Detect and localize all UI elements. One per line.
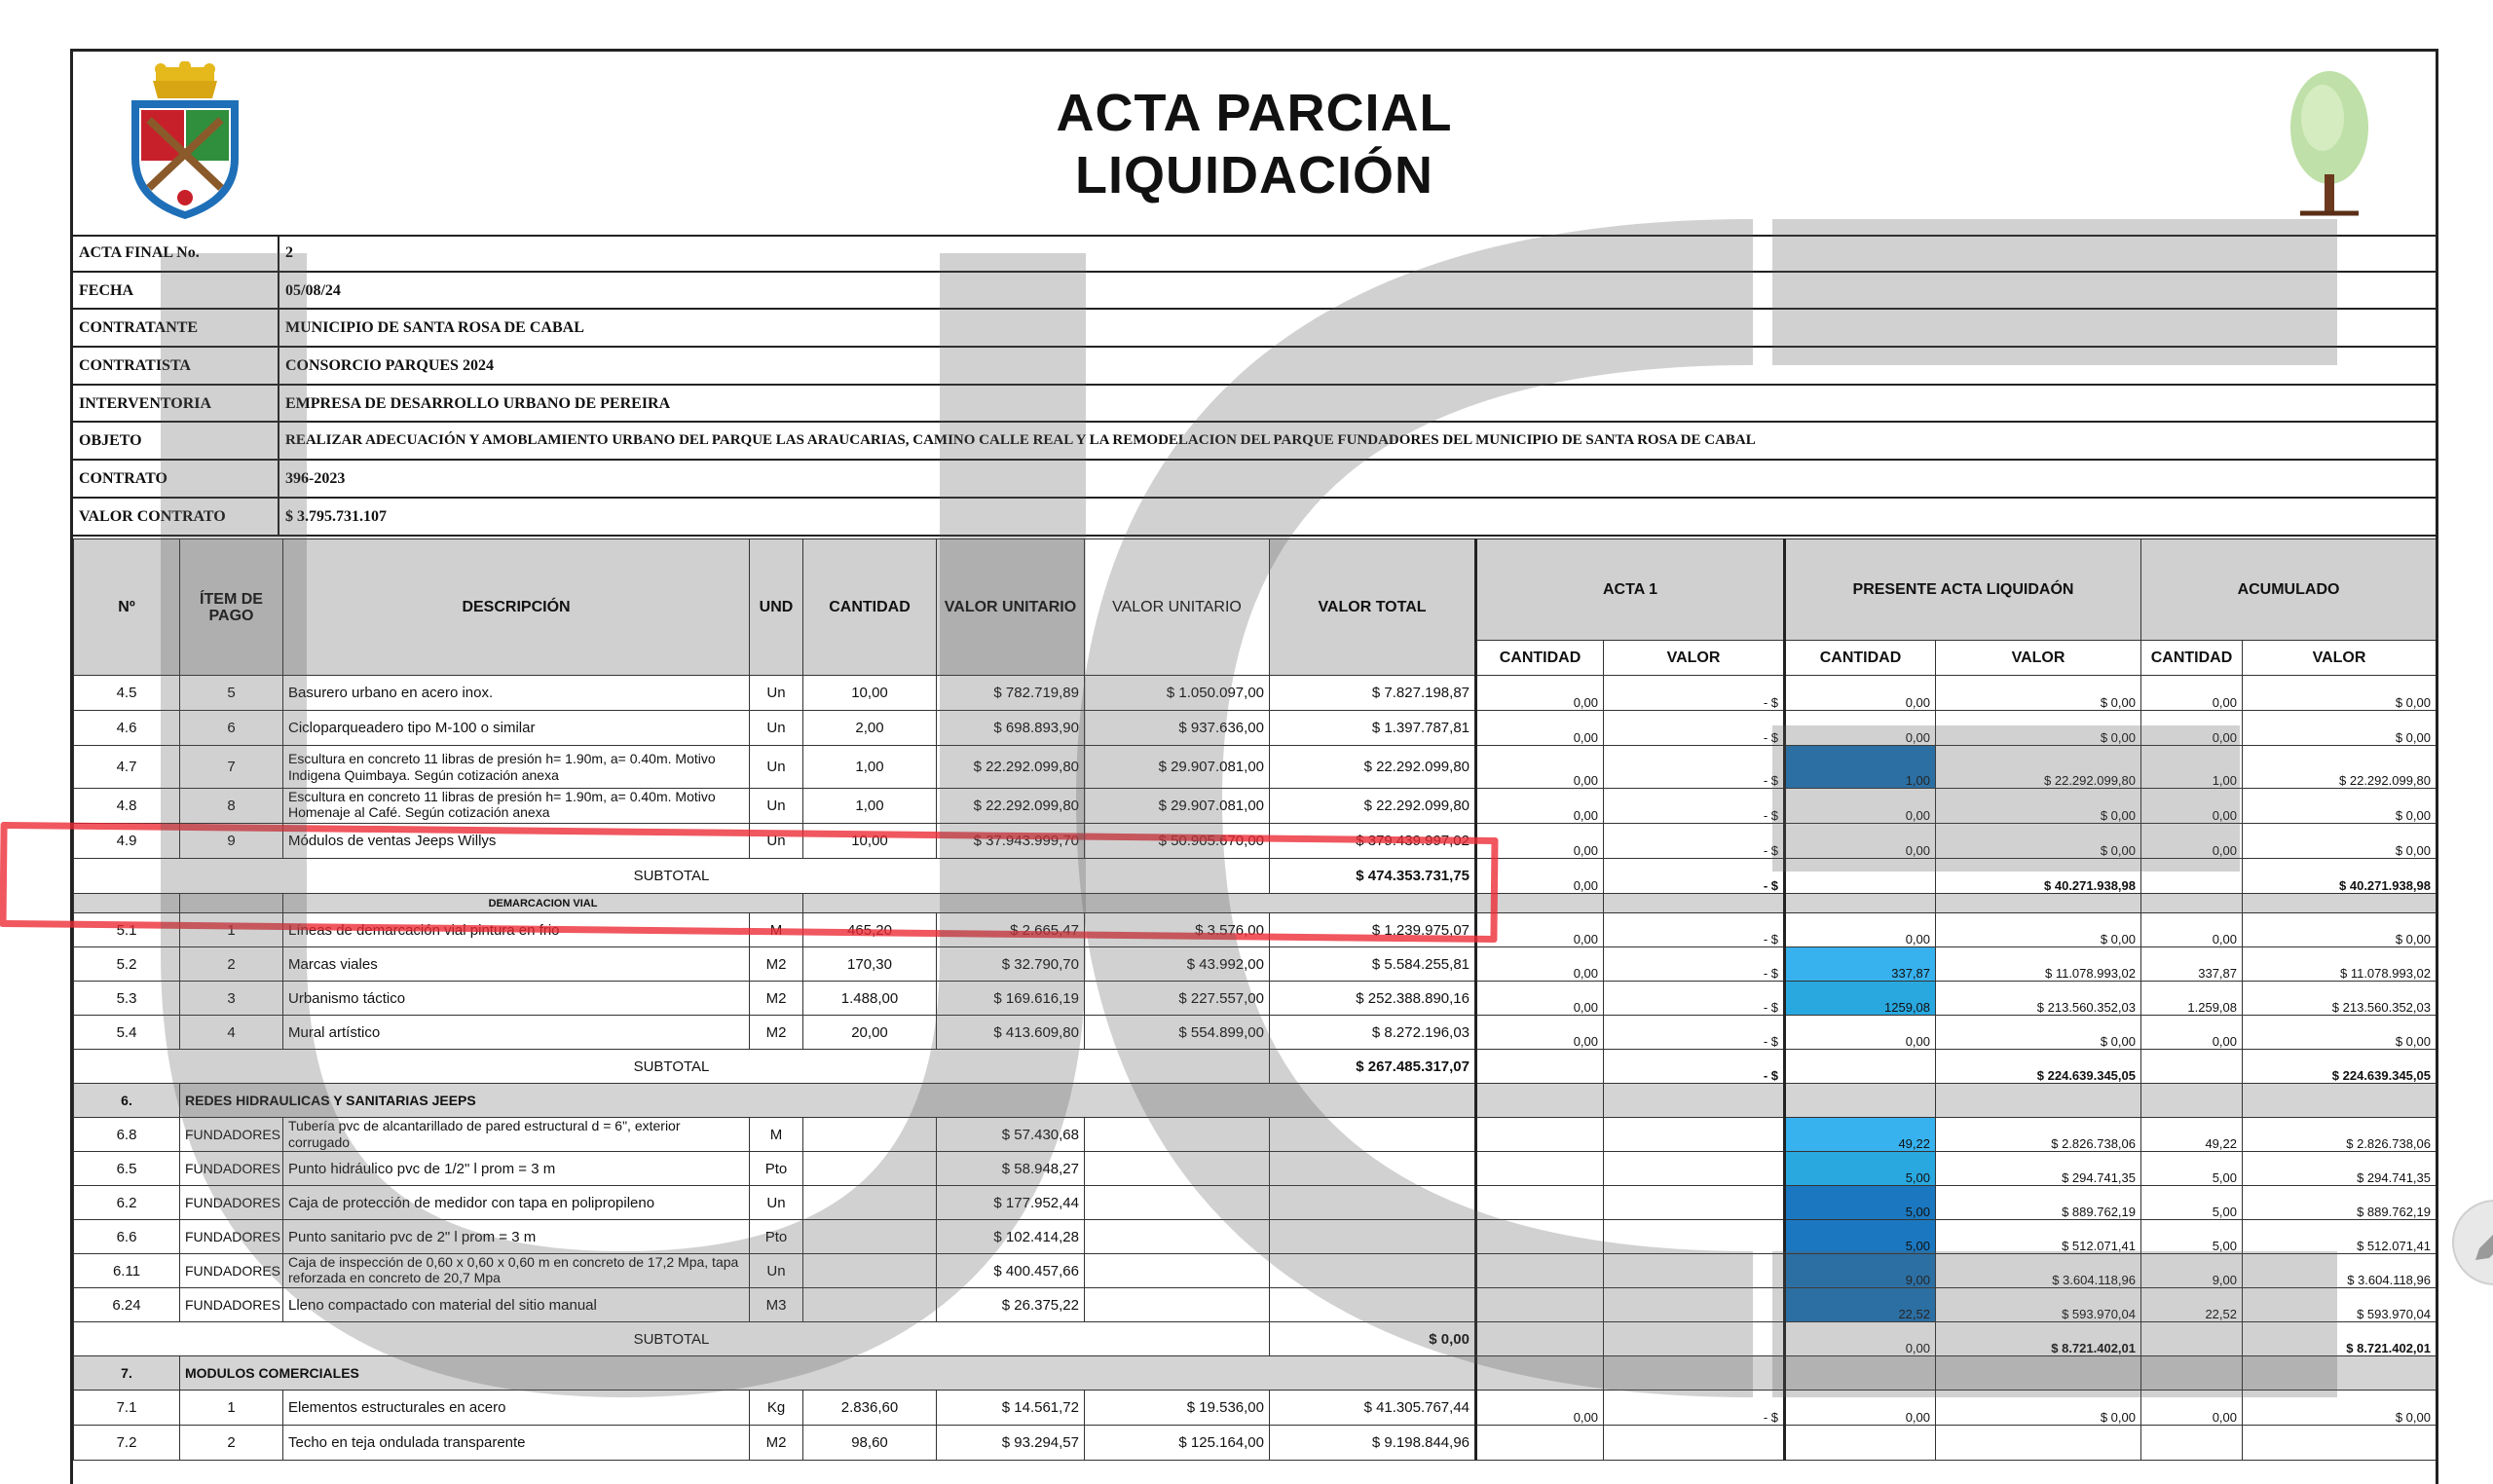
cell-av: $ 0,00 (2243, 1391, 2437, 1426)
col-acum-cantidad: CANTIDAD (2141, 641, 2243, 676)
cell-und: Un (750, 711, 803, 746)
cell-ac: 0,00 (2141, 1391, 2243, 1426)
col-valor-unitario-2: VALOR UNITARIO (1085, 539, 1270, 676)
info-row (73, 348, 2436, 386)
cell-vt: $ 252.388.890,16 (1270, 982, 1476, 1016)
cell-pc: 22,52 (1785, 1288, 1936, 1322)
cell-ac: 49,22 (2141, 1118, 2243, 1152)
cell-av: $ 0,00 (2243, 1016, 2437, 1050)
cell-av: $ 0,00 (2243, 824, 2437, 859)
cell-vu: $ 169.616,19 (937, 982, 1085, 1016)
info-value: MUNICIPIO DE SANTA ROSA DE CABAL (285, 319, 584, 337)
cell-pv: $ 3.604.118,96 (1936, 1254, 2141, 1288)
section-row (74, 1356, 2437, 1391)
col-presente-acta: PRESENTE ACTA LIQUIDAÓN (1785, 539, 2141, 641)
cell-a1c: 0,00 (1476, 746, 1604, 789)
info-label: INTERVENTORIA (79, 394, 212, 412)
cell-und: Un (750, 746, 803, 789)
info-value: 2 (285, 244, 293, 261)
cell-pc: 337,87 (1785, 947, 1936, 982)
cell-av: $ 0,00 (2243, 711, 2437, 746)
cell-a1c: 0,00 (1476, 1016, 1604, 1050)
subtotal-row (74, 1322, 2437, 1356)
cell-vt: $ 8.272.196,03 (1270, 1016, 1476, 1050)
cell-vu2: $ 19.536,00 (1085, 1391, 1270, 1426)
subtotal-a1v: - $ (1604, 1050, 1785, 1084)
col-valor-total: VALOR TOTAL (1270, 539, 1476, 676)
cell-vt: $ 22.292.099,80 (1270, 789, 1476, 824)
cell-vu: $ 782.719,89 (937, 676, 1085, 711)
section-no: 7. (74, 1356, 180, 1391)
cell-pc: 0,00 (1785, 676, 1936, 711)
table-row (74, 1391, 2437, 1426)
cell-a1c: 0,00 (1476, 711, 1604, 746)
subtotal-pc: 0,00 (1785, 1322, 1936, 1356)
info-label: CONTRATO (79, 470, 167, 488)
cell-pc: 1,00 (1785, 746, 1936, 789)
cell-vt: $ 1.239.975,07 (1270, 913, 1476, 947)
cell-no: 6.24 (74, 1288, 180, 1322)
cell-desc: Marcas viales (283, 947, 750, 982)
cell-a1v: - $ (1604, 982, 1785, 1016)
cell-desc: Caja de protección de medidor con tapa en polipropileno (283, 1186, 750, 1220)
info-label: ACTA FINAL No. (79, 244, 200, 261)
table-row (74, 1016, 2437, 1050)
contract-info (73, 235, 2436, 537)
info-row (73, 423, 2436, 461)
cell-ac: 9,00 (2141, 1254, 2243, 1288)
cell-vu2: $ 937.636,00 (1085, 711, 1270, 746)
col-acumulado: ACUMULADO (2141, 539, 2437, 641)
cell-ac: 0,00 (2141, 789, 2243, 824)
cell-pv: $ 0,00 (1936, 824, 2141, 859)
col-acta1-valor: VALOR (1604, 641, 1785, 676)
cell-und: M2 (750, 1016, 803, 1050)
cell-vt: $ 22.292.099,80 (1270, 746, 1476, 789)
document-header (73, 52, 2436, 237)
cell-a1v: - $ (1604, 947, 1785, 982)
cell-no: 4.6 (74, 711, 180, 746)
cell-desc: Punto hidráulico pvc de 1/2" l prom = 3 m (283, 1152, 750, 1186)
cell-vu2: $ 29.907.081,00 (1085, 746, 1270, 789)
cell-vu: $ 2.665,47 (937, 913, 1085, 947)
cell-vu: $ 93.294,57 (937, 1426, 1085, 1461)
cell-av: $ 2.826.738,06 (2243, 1118, 2437, 1152)
cell-pc: 0,00 (1785, 711, 1936, 746)
cell-no: 4.8 (74, 789, 180, 824)
cell-av: $ 22.292.099,80 (2243, 746, 2437, 789)
cell-pc: 5,00 (1785, 1152, 1936, 1186)
cell-ac: 5,00 (2141, 1186, 2243, 1220)
subtotal-vt: $ 0,00 (1270, 1322, 1476, 1356)
cell-vu: $ 22.292.099,80 (937, 789, 1085, 824)
cell-av: $ 512.071,41 (2243, 1220, 2437, 1254)
cell-pv: $ 294.741,35 (1936, 1152, 2141, 1186)
subtotal-label: SUBTOTAL (74, 1050, 1270, 1084)
cell-av: $ 593.970,04 (2243, 1288, 2437, 1322)
cell-pv: $ 0,00 (1936, 676, 2141, 711)
cell-pv: $ 0,00 (1936, 913, 2141, 947)
cell-item: FUNDADORES (180, 1288, 283, 1322)
cell-pv: $ 593.970,04 (1936, 1288, 2141, 1322)
table-row (74, 746, 2437, 789)
cell-av: $ 294.741,35 (2243, 1152, 2437, 1186)
cell-av: $ 213.560.352,03 (2243, 982, 2437, 1016)
cell-vu2: $ 227.557,00 (1085, 982, 1270, 1016)
cell-pv: $ 22.292.099,80 (1936, 746, 2141, 789)
cell-no: 5.3 (74, 982, 180, 1016)
cell-av: $ 889.762,19 (2243, 1186, 2437, 1220)
cell-desc: Escultura en concreto 11 libras de presión h= 1.90m, a= 0.40m. Motivo Indigena Quimbaya. Según cotización anexa (283, 746, 750, 789)
info-row (73, 310, 2436, 348)
cell-item: 3 (180, 982, 283, 1016)
section-label: MODULOS COMERCIALES (180, 1356, 1476, 1391)
cell-item: 1 (180, 1391, 283, 1426)
cell-und: M2 (750, 1426, 803, 1461)
cell-pc: 5,00 (1785, 1220, 1936, 1254)
cell-vu: $ 37.943.999,70 (937, 824, 1085, 859)
subtotal-pv: $ 224.639.345,05 (1936, 1050, 2141, 1084)
cell-vu: $ 698.893,90 (937, 711, 1085, 746)
cell-a1c: 0,00 (1476, 913, 1604, 947)
table-row (74, 1118, 2437, 1152)
document-title-line2: LIQUIDACIÓN (1075, 146, 1433, 204)
red-highlight-annotation (0, 822, 1499, 943)
cell-item: FUNDADORES (180, 1118, 283, 1152)
edit-pencil-button[interactable] (2452, 1200, 2493, 1285)
col-valor-unitario: VALOR UNITARIO (937, 539, 1085, 676)
cell-desc: Lleno compactado con material del sitio manual (283, 1288, 750, 1322)
table-row (74, 1186, 2437, 1220)
section-label: REDES HIDRAULICAS Y SANITARIAS JEEPS (180, 1084, 1476, 1118)
col-cantidad: CANTIDAD (803, 539, 937, 676)
cell-und: Kg (750, 1391, 803, 1426)
cell-pc: 0,00 (1785, 913, 1936, 947)
cell-ac: 5,00 (2141, 1152, 2243, 1186)
cell-pv: $ 11.078.993,02 (1936, 947, 2141, 982)
cell-a1c: 0,00 (1476, 947, 1604, 982)
table-row (74, 1220, 2437, 1254)
section-no: 6. (74, 1084, 180, 1118)
cell-item: FUNDADORES (180, 1220, 283, 1254)
cell-desc: Escultura en concreto 11 libras de presión h= 1.90m, a= 0.40m. Motivo Homenaje al Café. Según cotización anexa (283, 789, 750, 824)
info-label: OBJETO (79, 432, 142, 450)
col-und: UND (750, 539, 803, 676)
col-presente-cantidad: CANTIDAD (1785, 641, 1936, 676)
cell-item: 2 (180, 947, 283, 982)
cell-item: 2 (180, 1426, 283, 1461)
cell-pv: $ 0,00 (1936, 711, 2141, 746)
spacer-row (73, 521, 2436, 540)
info-value: 396-2023 (285, 470, 346, 488)
cell-cant: 2.836,60 (803, 1391, 937, 1426)
cell-desc: Cicloparqueadero tipo M-100 o similar (283, 711, 750, 746)
cell-pc: 9,00 (1785, 1254, 1936, 1288)
cell-und: Pto (750, 1152, 803, 1186)
cell-a1v: - $ (1604, 789, 1785, 824)
cell-desc: Punto sanitario pvc de 2" l prom = 3 m (283, 1220, 750, 1254)
cell-av: $ 0,00 (2243, 789, 2437, 824)
cell-vu: $ 22.292.099,80 (937, 746, 1085, 789)
cell-pc: 0,00 (1785, 824, 1936, 859)
cell-vu: $ 102.414,28 (937, 1220, 1085, 1254)
cell-item: 8 (180, 789, 283, 824)
cell-desc: Módulos de ventas Jeeps Willys (283, 824, 750, 859)
pencil-icon (2454, 1202, 2493, 1283)
cell-a1c: 0,00 (1476, 1391, 1604, 1426)
cell-a1v: - $ (1604, 676, 1785, 711)
cell-no: 5.4 (74, 1016, 180, 1050)
cell-ac: 0,00 (2141, 824, 2243, 859)
subtotal-vt: $ 267.485.317,07 (1270, 1050, 1476, 1084)
cell-vu: $ 57.430,68 (937, 1118, 1085, 1152)
cell-av: $ 0,00 (2243, 676, 2437, 711)
cell-vu: $ 26.375,22 (937, 1288, 1085, 1322)
cell-vu2: $ 1.050.097,00 (1085, 676, 1270, 711)
cell-pc: 0,00 (1785, 789, 1936, 824)
cell-cant: 98,60 (803, 1426, 937, 1461)
cell-und: Un (750, 676, 803, 711)
info-value: REALIZAR ADECUACIÓN Y AMOBLAMIENTO URBANO DEL PARQUE LAS ARAUCARIAS, CAMINO CALLE REAL Y LA REMODELACION DEL PARQUE FUNDADORES DEL MUNICIPIO DE SANTA ROSA DE CABAL (285, 432, 1756, 449)
cell-und: Pto (750, 1220, 803, 1254)
cell-ac: 337,87 (2141, 947, 2243, 982)
items-table (73, 538, 2436, 1461)
cell-desc: Caja de inspección de 0,60 x 0,60 x 0,60 m en concreto de 17,2 Mpa, tapa reforzada en concreto de 20,7 Mpa (283, 1254, 750, 1288)
cell-no: 6.8 (74, 1118, 180, 1152)
cell-vt: $ 41.305.767,44 (1270, 1391, 1476, 1426)
cell-pv: $ 0,00 (1936, 1391, 2141, 1426)
cell-und: M2 (750, 947, 803, 982)
cell-no: 4.5 (74, 676, 180, 711)
col-item: ÍTEM DE PAGO (180, 539, 283, 676)
cell-pc: 1259,08 (1785, 982, 1936, 1016)
cell-item: 7 (180, 746, 283, 789)
cell-ac: 0,00 (2141, 711, 2243, 746)
table-row (74, 1152, 2437, 1186)
cell-desc: Basurero urbano en acero inox. (283, 676, 750, 711)
info-label: VALOR CONTRATO (79, 507, 226, 525)
info-value: $ 3.795.731.107 (285, 507, 387, 525)
cell-vu2: $ 50.905.670,00 (1085, 824, 1270, 859)
info-value: EMPRESA DE DESARROLLO URBANO DE PEREIRA (285, 394, 671, 412)
cell-item: 6 (180, 711, 283, 746)
cell-ac: 1,00 (2141, 746, 2243, 789)
section-label: DEMARCACION VIAL (283, 894, 803, 913)
table-row (74, 676, 2437, 711)
cell-no: 6.5 (74, 1152, 180, 1186)
cell-ac: 0,00 (2141, 913, 2243, 947)
cell-a1v: - $ (1604, 746, 1785, 789)
cell-und: Un (750, 824, 803, 859)
cell-cant: 1,00 (803, 746, 937, 789)
info-label: CONTRATISTA (79, 357, 191, 375)
cell-pc: 0,00 (1785, 1016, 1936, 1050)
cell-desc: Mural artístico (283, 1016, 750, 1050)
cell-cant: 465,20 (803, 913, 937, 947)
cell-a1v: - $ (1604, 1391, 1785, 1426)
cell-desc: Urbanismo táctico (283, 982, 750, 1016)
cell-vt: $ 7.827.198,87 (1270, 676, 1476, 711)
cell-vu: $ 413.609,80 (937, 1016, 1085, 1050)
cell-vt: $ 5.584.255,81 (1270, 947, 1476, 982)
subtotal-vt: $ 474.353.731,75 (1270, 859, 1476, 894)
table-row (74, 1254, 2437, 1288)
table-row (74, 947, 2437, 982)
cell-und: Un (750, 1186, 803, 1220)
cell-vu: $ 177.952,44 (937, 1186, 1085, 1220)
cell-cant: 10,00 (803, 824, 937, 859)
cell-vu2: $ 43.992,00 (1085, 947, 1270, 982)
subtotal-pv: $ 8.721.402,01 (1936, 1322, 2141, 1356)
cell-vt: $ 1.397.787,81 (1270, 711, 1476, 746)
col-acta1-cantidad: CANTIDAD (1476, 641, 1604, 676)
cell-a1c: 0,00 (1476, 982, 1604, 1016)
cell-vu: $ 14.561,72 (937, 1391, 1085, 1426)
cell-cant: 1.488,00 (803, 982, 937, 1016)
cell-pv: $ 2.826.738,06 (1936, 1118, 2141, 1152)
cell-a1c: 0,00 (1476, 789, 1604, 824)
cell-und: M2 (750, 982, 803, 1016)
cell-no: 7.2 (74, 1426, 180, 1461)
cell-desc: Elementos estructurales en acero (283, 1391, 750, 1426)
subtotal-av: $ 40.271.938,98 (2243, 859, 2437, 894)
cell-vu: $ 32.790,70 (937, 947, 1085, 982)
cell-no: 6.6 (74, 1220, 180, 1254)
subtotal-label: SUBTOTAL (74, 1322, 1270, 1356)
table-row (74, 1288, 2437, 1322)
cell-und: M (750, 913, 803, 947)
col-desc: DESCRIPCIÓN (283, 539, 750, 676)
subtotal-av: $ 8.721.402,01 (2243, 1322, 2437, 1356)
table-row (74, 711, 2437, 746)
cell-no: 4.7 (74, 746, 180, 789)
cell-item: 5 (180, 676, 283, 711)
info-row (73, 386, 2436, 424)
cell-a1v: - $ (1604, 711, 1785, 746)
subtotal-pv: $ 40.271.938,98 (1936, 859, 2141, 894)
cell-cant: 1,00 (803, 789, 937, 824)
cell-ac: 22,52 (2141, 1288, 2243, 1322)
cell-cant: 10,00 (803, 676, 937, 711)
cell-pc: 0,00 (1785, 1391, 1936, 1426)
cell-ac: 1.259,08 (2141, 982, 2243, 1016)
cell-vu2: $ 554.899,00 (1085, 1016, 1270, 1050)
info-label: FECHA (79, 281, 133, 299)
cell-item: FUNDADORES (180, 1186, 283, 1220)
cell-desc: Techo en teja ondulada transparente (283, 1426, 750, 1461)
subtotal-a1v: - $ (1604, 859, 1785, 894)
cell-item: FUNDADORES (180, 1152, 283, 1186)
info-row (73, 273, 2436, 311)
info-row (73, 235, 2436, 273)
cell-av: $ 11.078.993,02 (2243, 947, 2437, 982)
cell-cant: 2,00 (803, 711, 937, 746)
cell-vt: $ 9.198.844,96 (1270, 1426, 1476, 1461)
cell-vu2: $ 125.164,00 (1085, 1426, 1270, 1461)
cell-item: 4 (180, 1016, 283, 1050)
cell-a1v: - $ (1604, 824, 1785, 859)
cell-a1v: - $ (1604, 913, 1785, 947)
cell-vu2: $ 29.907.081,00 (1085, 789, 1270, 824)
cell-vu: $ 400.457,66 (937, 1254, 1085, 1288)
cell-a1c: 0,00 (1476, 676, 1604, 711)
cell-pv: $ 213.560.352,03 (1936, 982, 2141, 1016)
col-no: Nº (74, 539, 180, 676)
cell-ac: 0,00 (2141, 1016, 2243, 1050)
cell-item: FUNDADORES (180, 1254, 283, 1288)
document-title-line1: ACTA PARCIAL (1056, 84, 1453, 142)
cell-item: 9 (180, 824, 283, 859)
document-sheet (70, 49, 2438, 1484)
table-row (74, 789, 2437, 824)
cell-ac: 0,00 (2141, 676, 2243, 711)
col-presente-valor: VALOR (1936, 641, 2141, 676)
info-label: CONTRATANTE (79, 319, 199, 337)
cell-pv: $ 0,00 (1936, 1016, 2141, 1050)
cell-no: 6.11 (74, 1254, 180, 1288)
cell-desc: Tubería pvc de alcantarillado de pared estructural d = 6", exterior corrugado (283, 1118, 750, 1152)
info-value: CONSORCIO PARQUES 2024 (285, 357, 494, 375)
cell-und: Un (750, 1254, 803, 1288)
tree-logo-icon (2276, 67, 2383, 225)
cell-und: Un (750, 789, 803, 824)
cell-cant: 20,00 (803, 1016, 937, 1050)
subtotal-av: $ 224.639.345,05 (2243, 1050, 2437, 1084)
info-row (73, 461, 2436, 499)
cell-av: $ 3.604.118,96 (2243, 1254, 2437, 1288)
subtotal-a1c: 0,00 (1476, 859, 1604, 894)
cell-vu: $ 58.948,27 (937, 1152, 1085, 1186)
cell-pc: 49,22 (1785, 1118, 1936, 1152)
cell-vu2: $ 3.576,00 (1085, 913, 1270, 947)
cell-av: $ 0,00 (2243, 913, 2437, 947)
section-row (74, 1084, 2437, 1118)
cell-cant: 170,30 (803, 947, 937, 982)
cell-item: 1 (180, 913, 283, 947)
cell-no: 5.2 (74, 947, 180, 982)
cell-no: 4.9 (74, 824, 180, 859)
cell-pv: $ 889.762,19 (1936, 1186, 2141, 1220)
col-acta1: ACTA 1 (1476, 539, 1785, 641)
cell-vt: $ 379.439.997,02 (1270, 824, 1476, 859)
subtotal-row (74, 1050, 2437, 1084)
info-value: 05/08/24 (285, 281, 341, 299)
cell-no: 5.1 (74, 913, 180, 947)
cell-und: M (750, 1118, 803, 1152)
cell-ac: 5,00 (2141, 1220, 2243, 1254)
cell-pv: $ 512.071,41 (1936, 1220, 2141, 1254)
cell-a1c: 0,00 (1476, 824, 1604, 859)
cell-pv: $ 0,00 (1936, 789, 2141, 824)
cell-a1v: - $ (1604, 1016, 1785, 1050)
cell-und: M3 (750, 1288, 803, 1322)
cell-no: 7.1 (74, 1391, 180, 1426)
col-acum-valor: VALOR (2243, 641, 2437, 676)
table-row (74, 1426, 2437, 1461)
cell-pc: 5,00 (1785, 1186, 1936, 1220)
subtotal-label: SUBTOTAL (74, 859, 1270, 894)
table-row (74, 982, 2437, 1016)
cell-desc: Líneas de demarcación vial pintura en frio (283, 913, 750, 947)
cell-no: 6.2 (74, 1186, 180, 1220)
